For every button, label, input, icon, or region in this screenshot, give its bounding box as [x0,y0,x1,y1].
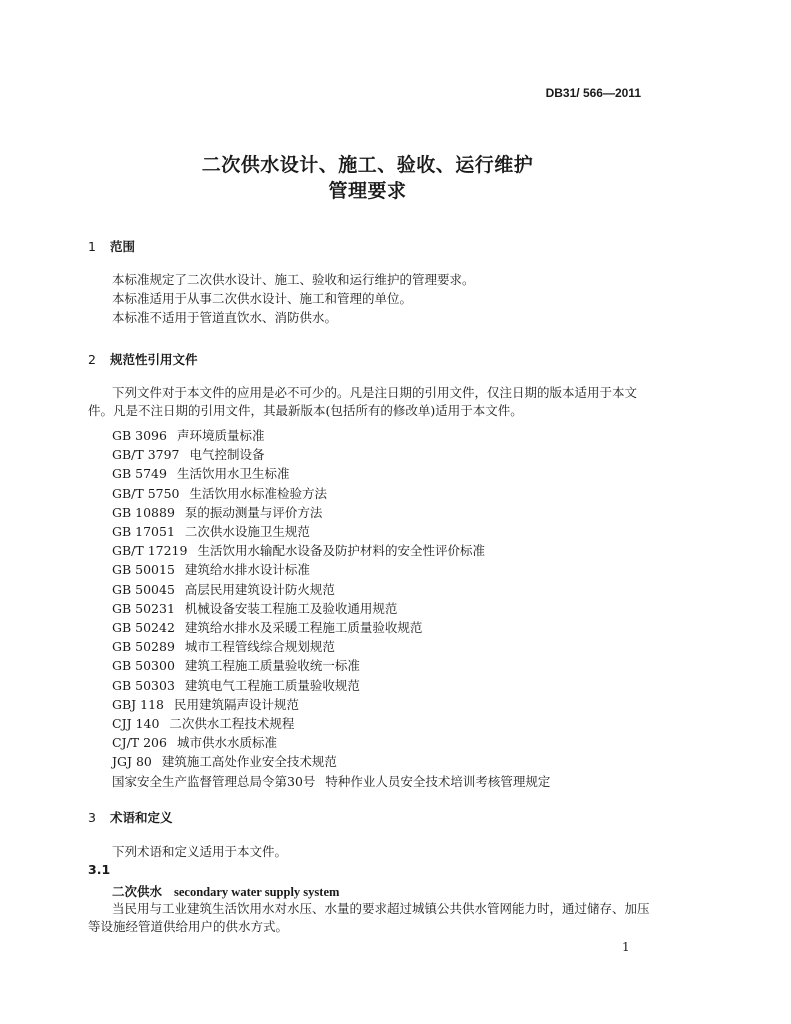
reference-title: 建筑电气工程施工质量验收规范 [184,678,360,693]
reference-code: GB 10889 [112,505,175,520]
reference-item [112,522,310,540]
reference-code: GB 50303 [112,678,175,693]
reference-item [112,445,265,463]
reference-item [112,541,485,559]
reference-item [112,503,322,521]
document-title-line2: 管理要求 [328,180,407,202]
reference-title: 高层民用建筑设计防火规范 [184,582,335,597]
reference-code: GB 50289 [112,639,175,654]
reference-item [112,733,277,751]
reference-title: 建筑工程施工质量验收统一标准 [184,658,360,673]
reference-code: CJJ 140 [112,716,160,731]
reference-title: 建筑给水排水及采暖工程施工质量验收规范 [184,620,423,635]
reference-code: GB/T 17219 [112,543,188,558]
term-english: secondary water supply system [174,885,340,899]
standard-code: DB31/ 566—2011 [545,86,641,100]
reference-code: CJ/T 206 [112,735,167,750]
reference-item [112,656,360,674]
reference-title: 民用建筑隔声设计规范 [174,697,300,712]
reference-code: GB 5749 [112,466,167,481]
reference-code: GB 50045 [112,582,175,597]
section-title: 规范性引用文件 [110,352,198,367]
section-title: 术语和定义 [110,810,173,825]
reference-item [112,714,294,732]
reference-item [112,772,550,790]
reference-code: GB 3096 [112,428,167,443]
section-1-heading [88,237,135,255]
reference-title: 生活饮用水输配水设备及防护材料的安全性评价标准 [197,543,485,558]
reference-item [112,637,335,655]
reference-code: GB 50231 [112,601,175,616]
reference-title: 泵的振动测量与评价方法 [184,505,323,520]
reference-code: GB/T 5750 [112,486,180,501]
reference-title: 二次供水工程技术规程 [169,716,295,731]
reference-title: 电气控制设备 [189,447,265,462]
reference-code: GB 50015 [112,562,175,577]
clause-number: 3.1 [88,862,111,877]
reference-title: 城市供水水质标准 [176,735,277,750]
reference-item [112,676,360,694]
section-3-heading [88,808,173,826]
reference-title: 建筑给水排水设计标准 [184,562,310,577]
term-definition: 当民用与工业建筑生活饮用水对水压、水量的要求超过城镇公共供水管网能力时，通过储存、加压等设施经管道供给用户的供水方式。 [88,901,650,934]
term-chinese: 二次供水 [112,884,163,899]
reference-title: 二次供水设施卫生规范 [184,524,310,539]
reference-item [112,560,310,578]
reference-code: GBJ 118 [112,697,165,712]
reference-item [112,484,327,502]
page-number: 1 [622,940,630,954]
reference-title: 城市工程管线综合规划规范 [184,639,335,654]
section-number: 3 [88,810,96,825]
reference-code: JGJ 80 [112,754,152,769]
section-1-paragraph: 本标准不适用于管道直饮水、消防供水。 [112,310,338,325]
reference-title: 机械设备安装工程施工及验收通用规范 [184,601,398,616]
reference-title: 特种作业人员安全技术培训考核管理规定 [325,774,551,789]
reference-code: GB 17051 [112,524,175,539]
term-heading [112,882,339,900]
reference-item [112,752,337,770]
section-1-paragraph: 本标准规定了二次供水设计、施工、验收和运行维护的管理要求。 [112,272,475,287]
section-2-intro: 下列文件对于本文件的应用是必不可少的。凡是注日期的引用文件，仅注日期的版本适用于本文件。凡是不注日期的引用文件，其最新版本(包括所有的修改单)适用于本文件。 [88,385,638,418]
reference-item [112,599,397,617]
section-number: 2 [88,352,96,367]
reference-item [112,618,422,636]
reference-item [112,580,335,598]
reference-item [112,695,299,713]
document-title-line1: 二次供水设计、施工、验收、运行维护 [201,154,534,176]
section-2-heading [88,350,198,368]
reference-item [112,426,264,444]
reference-code: 国家安全生产监督管理总局令第30号 [112,774,316,789]
reference-title: 生活饮用水标准检验方法 [189,486,328,501]
section-number: 1 [88,239,96,254]
reference-item [112,464,289,482]
section-3-intro: 下列术语和定义适用于本文件。 [112,844,288,859]
reference-code: GB/T 3797 [112,447,180,462]
reference-title: 建筑施工高处作业安全技术规范 [161,754,337,769]
section-title: 范围 [110,239,136,254]
reference-code: GB 50300 [112,658,175,673]
reference-code: GB 50242 [112,620,175,635]
reference-title: 生活饮用水卫生标准 [176,466,290,481]
reference-title: 声环境质量标准 [176,428,265,443]
section-1-paragraph: 本标准适用于从事二次供水设计、施工和管理的单位。 [112,291,413,306]
